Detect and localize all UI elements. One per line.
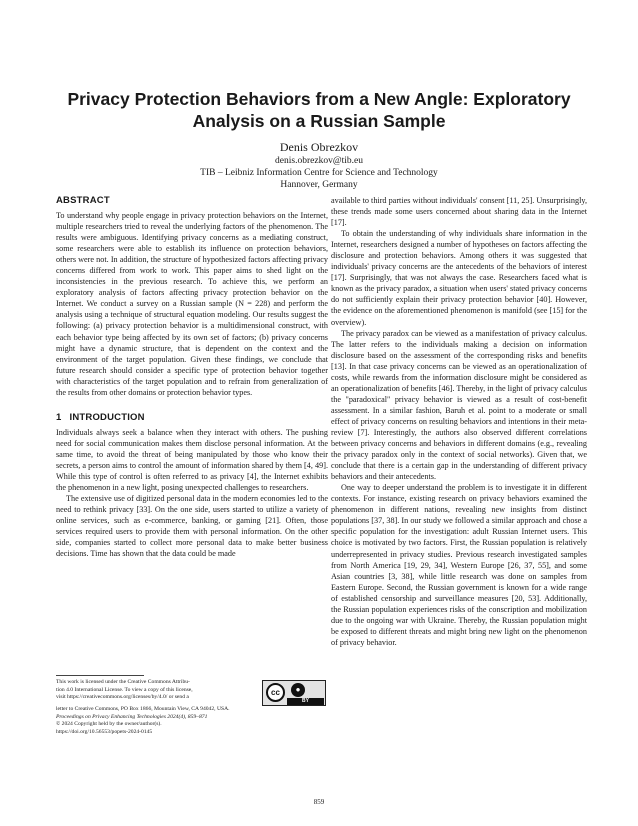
license-block [56, 679, 328, 706]
license-line: letter to Creative Commons, PO Box 1866, Mountain View, CA 94042, USA. [56, 706, 230, 712]
author-location: Hannover, Germany [280, 180, 358, 190]
attribution-person-icon: ● [291, 683, 305, 697]
author-block [40, 140, 598, 191]
author-email: denis.obrezkov@tib.eu [275, 156, 363, 166]
proceedings-citation: Proceedings on Privacy Enhancing Technologies 2024(4), 859–871 [56, 713, 208, 720]
creative-commons-icon: cc [266, 683, 285, 702]
section-title: INTRODUCTION [69, 411, 145, 423]
abstract-text: To understand why people engage in privacy protection behaviors on the Internet, multiple researchers tried to reveal the underlying factors of the phenomenon. The results were ambiguous. Identifying privacy concerns as a mediating construct, some researchers were able to establish its influence on protection behaviors, others were not. In addition, the structure of hypothesized factors affecting privacy concerns differed from work to work. This paper aims to shed light on the inconsistencies in the previous research. To achieve this, we perform an exploratory analysis of factors affecting privacy protection behavior on the Internet. We conduct a survey on a Russian sample (N = 228) and perform the analysis using a technique of structural equation modeling. Our results suggest the following: (a) privacy protection behavior is a multidimensional construct, with each behavior type being affected by its own set of factors; (b) privacy concerns might have a dynamic structure, that is dependent on the context and the environment of the target population. Given these findings, we conclude that future research should consider a specific type of protection behavior together with characteristics of the target population and to refrain from generalization of the results from other domains or protection behavior types. [56, 211, 328, 397]
right-paragraph-2: The privacy paradox can be viewed as a manifestation of privacy calculus. The latter refers to the individuals making a decision on information disclosure based on the assessment of the corresponding risks and benefits [13]. In that case privacy concerns can be viewed as an operationalization of costs, while rewards from the information disclosure might be considered as an operationalization of benefits [46]. Thereby, in the light of privacy calculus the "paradoxical" privacy behavior is viewed as a result of cost-benefit assessment. In a similar fashion, Baruh et al. point to a moderate or small effect of privacy concerns on resulting behaviors and intentions in their meta-review [7]. Interestingly, the authors also observed different correlations between privacy concerns and behaviors in different domains (e.g., revealing the privacy paradox only in the context of social networks). Given that, we conclude that there is a certain gap in the understanding of different privacy behaviors and their antecedents. [331, 328, 587, 482]
abstract-heading: ABSTRACT [56, 195, 110, 206]
license-line: This work is licensed under the Creative Commons Attribu- [56, 679, 190, 685]
footnote-rule [56, 675, 144, 676]
by-label: BY [287, 698, 324, 705]
license-footer [56, 679, 328, 736]
right-paragraph-0: available to third parties without individuals' consent [11, 25]. Unsurprisingly, these trends made some users concerned about sharing data in the Internet [17]. [331, 196, 587, 228]
paper-title [40, 88, 598, 132]
title-line-2: Analysis on a Russian Sample [192, 111, 446, 131]
author-name: Denis Obrezkov [279, 140, 359, 154]
page-number: 859 [313, 798, 325, 806]
right-paragraph-1: To obtain the understanding of why individuals share information in the Internet, researchers designed a number of hypotheses on factors affecting the disclosure and protection behaviors. Among others it was suggested that individuals' privacy concerns are the antecedents of the behaviors of interest [17]. Surprisingly, that was not always the case. Researchers faced what is known as the privacy paradox, a situation when users' stated privacy concerns do not sufficiently explain their privacy protection behavior [40]. However, the evidence on the aforementioned phenomenon is manifold (see [15] for the overview). [331, 229, 587, 327]
right-paragraph-3: One way to deeper understand the problem is to investigate it in different contexts. For instance, existing research on privacy behaviors examined the phenomenon in different nations, revealing new insights from distinct populations [37, 38]. In our study we followed a similar approach and chose a specific population for the investigation: adult Russian Internet users. This choice is motivated by two factors. First, the Russian population is relatively underrepresented in privacy studies. Previous research investigated samples from North America [19, 29, 34], Western Europe [26, 37, 55], and some Asian countries [3, 38], while little research was done on samples from Eastern Europe. Second, the Russian government is known for a wide range of established censorship and surveillance measures [20, 53]. Additionally, the Russian population experiences risks of the conscription and mobilization due to the ongoing war with Ukraine. Thereby, the Russian population might be exposed to different threats and might bring new light on the phenomenon of privacy behavior. [331, 483, 587, 647]
doi-link[interactable]: https://doi.org/10.56553/popets-2024-0145 [56, 728, 153, 735]
right-column [331, 195, 587, 648]
intro-paragraph-2: The extensive use of digitized personal data in the modern economies led to the need to rethink privacy [33]. On the one side, users started to utilize a variety of online services, such as e-commerce, banking, or gaming [21]. Often, those services required users to provide them with personal information. On the other side, companies started to collect more personal data to make better business decisions. Time has shown that the data could be made [56, 494, 328, 559]
author-affiliation: TIB – Leibniz Information Centre for Science and Technology [200, 168, 438, 178]
license-line: tion 4.0 International License. To view a copy of this license, [56, 686, 193, 693]
section-number: 1 [56, 411, 62, 423]
title-line-1: Privacy Protection Behaviors from a New Angle: Exploratory [67, 89, 571, 109]
left-column [56, 195, 328, 559]
copyright-notice: © 2024 Copyright held by the owner/author(s). [56, 721, 162, 727]
cc-by-license-badge[interactable] [262, 680, 326, 706]
license-text [56, 679, 252, 702]
introduction-heading [56, 412, 328, 424]
intro-paragraph-1: Individuals always seek a balance when they interact with others. The pushing need for social communication makes them disclose personal information. At the same time, to avoid the threat of being manipulated by those who know their secrets, a person aims to control the amount of information shared by them [4, 49]. While this type of control is often referred to as privacy [4], the Internet exhibits the phenomenon in a new light, posing unexpected challenges to researchers. [56, 427, 328, 493]
license-line[interactable]: visit https://creativecommons.org/licenses/by/4.0/ or send a [56, 694, 189, 700]
